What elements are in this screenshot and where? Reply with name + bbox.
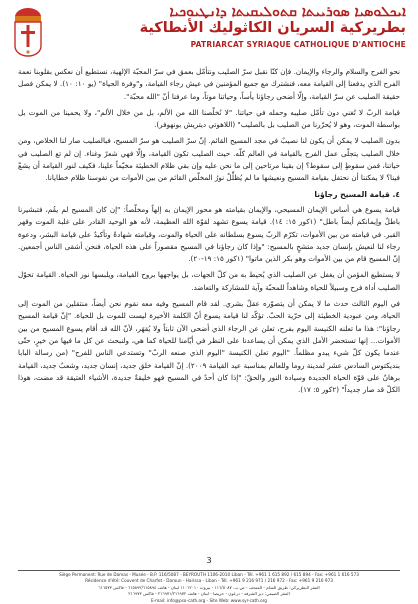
paragraph: قيامة يسوع هي أساس الإيمان المسيحي، والإيمان بقيامته هو محور الإيمان به إلهاً ومخلّصاً: "إن كان المسيح لم يقُم، فتبشيرنا باطلٌ وإيمانكم أيضاً باطل" (١كور ١٥: ١٤). قيامة يسوع تشهد لقوّة الله العظيمة، لأنه هو الوحيد القادر على غلبة الموت وقهر القبر. في قيامته من بين الأموات، تكرّم الربّ يسوع بسلطانه على الحياة والموت، وقيامته شهادةٌ وتأكيدٌ على قيامة البشر، ودعوة رجاء لنا لنعيش بإنسان جديد متشحٍ بالمسيح: "وإذا كان رجاؤنا في المسيح مقصوراً على هذه الحياة، فنحن أشقى الناس أجمعين. إنّ المسيح قام من بين الأموات وهو بكر الذين ماتوا" (١كور ١٥: ١٩-٢٠). (18, 204, 401, 264)
page-number: 3 (206, 556, 212, 565)
paragraph: نحو الفرح والسلام والرجاء والإيمان. فإن كنّا نقبل سرّ الصليب ونتأمّل بعمق في سرّ المحبّة الإلهية، نستطيع أن نعكس بقلوبنا نعمة الفرح الذي يدفعنا إلى القيامة معه، فنشترك مع جميع المؤمنين في عيش رجاء القيامة، و"وفرة الحياة" (يو ١٠: ١٠). لا يمكن فصل حقيقة الصليب عن سرّ القيامة، وإلّا أضحى رجاؤنا يأساً، وحياتنا موتاً، وما عرفنا أنّ "الله محبّة". (18, 67, 400, 101)
paragraph: في اليوم الثالث حدث ما لا يمكن أن يتصوّره عقلٌ بشري. لقد قام المسيح وفيه معه نقوم نحن أيضاً، منتقلين من الموت إلى الحياة، ومن عبودية الخطيئة إلى حرّية الحبّ. تؤكّد لنا قيامة يسوع أنّ الكلمة الأخيرة ليست للموت بل للحياة. "إنّ قيامة المسيح رجاؤنا": هذا ما تعلنه الكنيسة اليوم بفرح، تعلن عن الرجاء الذي أضحى الآن ثابتاً ولا يُقهَر، لأنّ الله قد أقام يسوع المسيح من بين الأموات... إنها تستحضر الأمل الذي يمكن أن يساعدنا على النظر في أيّامنا للحياة كما هي، ولنبحث عن كل ما فيها من خيرٍ، حتّى عندما يكون كلّ شيء يبدو مظلماً. "اليوم تعلن الكنيسة "اليوم الذي صنعه الربّ" وتستدعي الناس للفرح" (من رسالة البابا بنديكتوس السادس عشر لمدينة روما وللعالم بمناسبة عيد القيامة ٢٠٠٩). إنّ القيامة خلق جديد، إنسان جديد، وشعبٌ جديد، القيامة برهانٌ على قوّة الحياة الجديدة وسيادة النور والحقّ: "إذا كان أحدٌ في المسيح فهو خليقةٌ جديدة، الأشياء العتيقة قد مضت، هوذا الكلّ قد صار جديداً" (٢كور ٥: ١٧). (18, 299, 400, 395)
paragraph: بدون الصليب لا يمكن أن يكون لنا نصيبٌ في مجد المسيح القائم. إنّ سرّ الصليب هو سرّ المسيح، فبالصليب صار لنا الخلاص، ومن خلال الصليب يتجلّى عمل الفرح بالقيامة في العالم كلّه. حيث الصليب تكون القيامة، وإلّا فهي شعرٌ وغناء. إن لم تع الصليب في حياتنا، فمن سقوطٍ إلى سقوط؟ إن بقينا مرتاحين إلى ما نحن عليه وإن بقي ظلام الخطيئة مخيّماً علينا، فكيف لنور القيامة أن يشعّ فينا؟ لا يمكننا أن نحتفل بقيامة المسيح ونعيشها ما لم يُظلِّلْ نورُ المخلّص القائم من بين الأموات من نفوسنا ظلام خطايانا. (18, 136, 400, 183)
footer-contact: E-mail: info@pso-cath.org - Site Web: www.syr-cath.org (151, 597, 267, 603)
footer (18, 572, 400, 604)
letter-body (18, 66, 400, 400)
latin-title: PATRIARCAT SYRIAQUE CATHOLIQUE D'ANTIOCHE (190, 40, 406, 49)
arabic-title: بطريركية السريان الكاثوليك الأنطاكية (139, 20, 406, 36)
letterhead (0, 0, 418, 62)
footer-address-ar: المقر البطريركي: طريق الشام - المتحف - ص.ب. ١١٦/٥٠٨٧ - بيروت ١١٠٦٢٠١٠ لبنان - هاتف ٦١٥٨٩٢/٦١٥٨٩٤ - فاكس ٦١٦٥٧٣ (98, 584, 320, 590)
section-heading: ٤. قيامة المسيح رجاؤنا (314, 189, 400, 199)
patriarchate-emblem-icon (10, 6, 46, 58)
footer-address-fr: Siège Permanent: Rue de Damas - Musée - B.P. 116/5087 - BEYROUTH 1106-2010 Liban - Tél. +961 1 615 892 / 615 894 - Fax: +961 1 616 573 (59, 572, 359, 577)
footer-summer-ar: المقر الصيفي: دير الشرفة - درعون - حريصا - لبنان - هاتف ٢١٦٩٧١/٢١٦٩٧٢ - فاكس ٢١٦٩٧٣ (128, 591, 290, 597)
footer-divider (18, 570, 400, 571)
paragraph: قيامة الربّ لا تُغني دون تأمّل صليبه وحمله في حياتنا. "لا نُخلّصنا الله من الألم، بل من خلال الألم"، ولا يحمينا من الموت بل بواسطة الموت، وهو لا يُحرّرنا من الصليب بل بالصليب" (اللاهوتي ديتريش بونهوفر). (18, 107, 400, 130)
paragraph: لا يستطيع المؤمن أن يغفل عن الصليب الذي يُحيط به من كلّ الجهات، بل يواجهها بروح القيامة، ويلبسها نور الحياة. القيامة تحوّل الصليب أداة فرح وسبيلاً للحياة وشاهداً للمحبّة وآية للمشاركة والتعاضد. (18, 270, 400, 292)
footer-summer-fr: Résidence d'été: Couvent de Charfet - Daroun - Harissa - Liban - Tél. +961 9 216 971 / 216 972 - Fax: +961 9 216 973 (85, 578, 333, 584)
syriac-title: ܐܝܟܠܘܣܝܐ ܣܘܪܝܝܬܐ ܩܬܘܠܝܩܝܬܐ ܕܐܢܛܝܘܟܝܐ (169, 4, 406, 20)
